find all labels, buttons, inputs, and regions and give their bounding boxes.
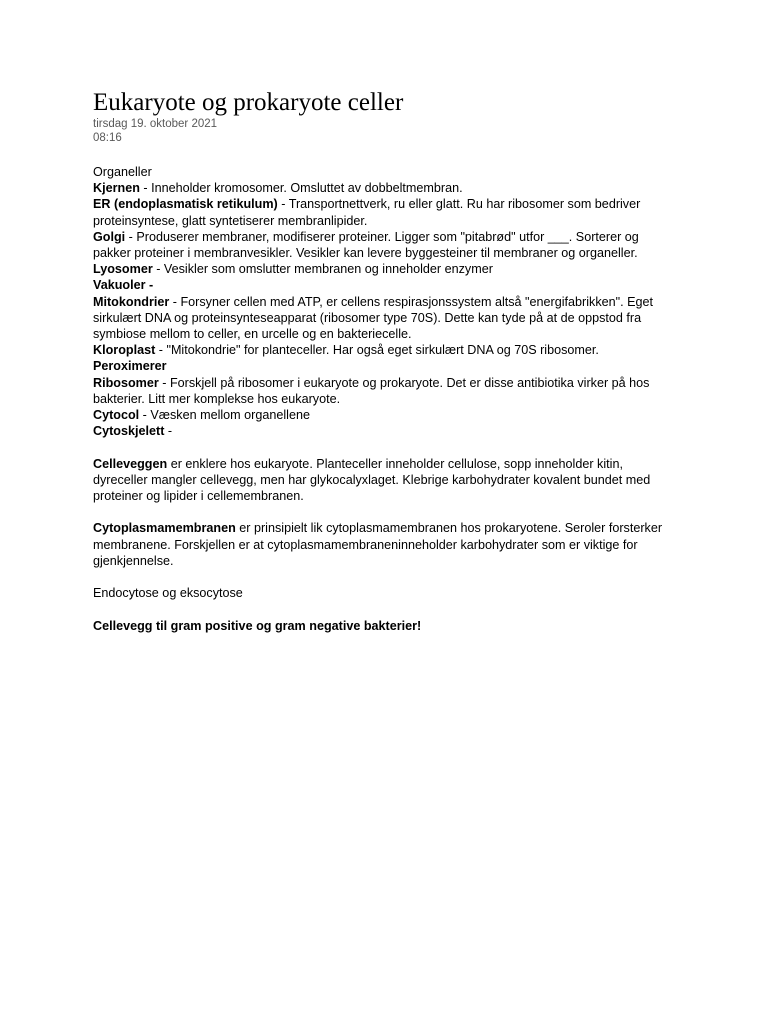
organelle-vakuoler [93,277,678,293]
section-heading-organeller: Organeller [93,165,152,179]
paragraph-spacer [93,439,678,455]
note-page [93,88,678,634]
organelle-peroximerer [93,358,678,374]
paragraph-term: Celleveggen [93,456,168,471]
organelle-term: Golgi [93,229,126,244]
paragraph-spacer [93,601,678,617]
organelle-ribosomer [93,375,678,407]
paragraph-spacer [93,569,678,585]
organelle-description: - Transportnettverk, ru eller glatt. Ru har ribosomer som bedriver proteinsyntese, glatt syntetiserer membranlipider. [93,197,641,228]
organelle-description: - Forsyner cellen med ATP, er cellens respirasjonssystem altså "energifabrikken". Eget sirkulært DNA og proteinsynteseapparat (ribosomer type 70S). Dette kan tyde på at de oppstod fra symbiose mellom to celler, en urcelle og en bakteriecelle. [93,294,654,342]
organelle-description: - Vesikler som omslutter membranen og inneholder enzymer [152,262,493,277]
organelle-er [93,196,678,228]
organelle-term: Lyosomer [93,262,153,277]
organelle-term: Vakuoler - [93,278,154,293]
organelle-description: - Inneholder kromosomer. Omsluttet av dobbeltmembran. [139,181,463,196]
organelle-term: Ribosomer [93,375,159,390]
organelle-term: ER (endoplasmatisk retikulum) [93,197,278,212]
note-date: tirsdag 19. oktober 2021 [93,118,218,130]
organelle-description: - Produserer membraner, modifiserer proteiner. Ligger som "pitabrød" utfor ___. Sorterer og pakker proteiner i membranvesikler. Vesikler kan levere byggesteiner til membraner og organeller. [93,229,639,261]
paragraph-cellevegg-gram [93,618,678,634]
organelle-term: Peroximerer [93,359,167,374]
paragraph-term: Cytoplasmamembranen [93,521,236,536]
organelle-lyosomer [93,261,678,277]
organelle-term: Kloroplast [93,343,156,358]
organelle-description: - Forskjell på ribosomer i eukaryote og prokaryote. Det er disse antibiotika virker på hos bakterier. Litt mer komplekse hos eukaryote. [93,375,650,406]
organelle-description: - Væsken mellom organellene [139,408,310,423]
note-body [93,164,678,634]
organelle-term: Cytoskjelett [93,424,165,439]
organelle-kjernen [93,180,678,196]
paragraph-endocytose: Endocytose og eksocytose [93,586,243,601]
paragraph-term: Cellevegg til gram positive og gram negative bakterier! [93,618,422,633]
organelle-golgi [93,229,678,261]
organelle-cytoskjelett [93,423,678,439]
note-time: 08:16 [93,132,122,144]
organelle-description: - "Mitokondrie" for planteceller. Har også eget sirkulært DNA og 70S ribosomer. [155,343,599,358]
organelle-kloroplast [93,342,678,358]
organelle-mitokondrier [93,294,678,343]
page-title: Eukaryote og prokaryote celler [93,89,404,116]
organelle-description: - [164,424,173,439]
organelle-term: Mitokondrier [93,294,170,309]
organelle-cytocol [93,407,678,423]
paragraph-text: er enklere hos eukaryote. Planteceller inneholder cellulose, sopp inneholder kitin, dyreceller mangler cellevegg, men har glykocalyxlaget. Klebrige karbohydrater kovalent bundet med proteiner og lipider i cellemembranen. [93,456,651,504]
organelle-term: Kjernen [93,181,140,196]
organelle-term: Cytocol [93,408,140,423]
paragraph-spacer [93,504,678,520]
paragraph-text: er prinsipielt lik cytoplasmamembranen hos prokaryotene. Seroler forsterker membranene. Forskjellen er at cytoplasmamembraneninneholder karbohydrater som er viktige for gjenkjennelse. [93,521,663,568]
paragraph-cytoplasmamembran [93,520,678,569]
paragraph-cellevegg [93,456,678,505]
